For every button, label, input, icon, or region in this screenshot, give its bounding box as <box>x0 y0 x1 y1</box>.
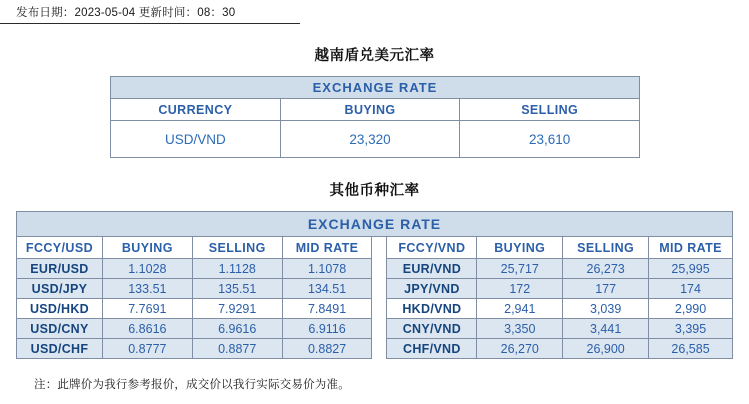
table-row <box>17 319 733 339</box>
table-banner-row <box>111 77 640 99</box>
table-row <box>17 279 733 299</box>
publish-info-text: 发布日期：2023-05-04 更新时间：08：30 <box>16 6 236 19</box>
page-title-usd-rate: 越南盾兑美元汇率 <box>314 48 435 64</box>
cell-right-pair: JPY/VND <box>387 279 477 299</box>
usd-vnd-rate-table <box>110 76 640 158</box>
publish-info-bar <box>0 0 300 24</box>
cell-right-pair: HKD/VND <box>387 299 477 319</box>
table-row <box>17 259 733 279</box>
cell-right-mid: 2,990 <box>649 299 733 319</box>
cell-left-mid: 134.51 <box>282 279 372 299</box>
table-spacer-column <box>372 339 387 359</box>
cell-left-pair: USD/CHF <box>17 339 103 359</box>
cell-right-buying: 26,270 <box>477 339 563 359</box>
cell-left-buying: 0.8777 <box>102 339 192 359</box>
cell-left-pair: EUR/USD <box>17 259 103 279</box>
column-header-right-selling: SELLING <box>563 237 649 259</box>
cell-right-mid: 174 <box>649 279 733 299</box>
cell-left-mid: 1.1078 <box>282 259 372 279</box>
cell-right-buying: 172 <box>477 279 563 299</box>
cell-left-pair: USD/CNY <box>17 319 103 339</box>
cell-right-selling: 3,039 <box>563 299 649 319</box>
cell-left-mid: 6.9116 <box>282 319 372 339</box>
table-spacer-column <box>372 259 387 279</box>
cell-currency-pair: USD/VND <box>111 121 281 158</box>
table-header-row <box>111 99 640 121</box>
cell-right-pair: CHF/VND <box>387 339 477 359</box>
cell-left-selling: 0.8877 <box>192 339 282 359</box>
cell-left-selling: 1.1128 <box>192 259 282 279</box>
cell-left-mid: 0.8827 <box>282 339 372 359</box>
cell-left-buying: 1.1028 <box>102 259 192 279</box>
cell-left-mid: 7.8491 <box>282 299 372 319</box>
column-header-right-buying: BUYING <box>477 237 563 259</box>
table-row <box>17 299 733 319</box>
column-header-selling: SELLING <box>460 99 640 121</box>
cell-right-pair: CNY/VND <box>387 319 477 339</box>
other-currency-rate-table <box>16 211 733 359</box>
cell-buying-rate: 23,320 <box>280 121 460 158</box>
table-row <box>17 339 733 359</box>
table-banner-row <box>17 212 733 237</box>
cell-right-buying: 3,350 <box>477 319 563 339</box>
page-title-other-rates: 其他币种汇率 <box>329 183 420 199</box>
column-header-fccy-vnd: FCCY/VND <box>387 237 477 259</box>
cell-left-selling: 135.51 <box>192 279 282 299</box>
footnote-disclaimer: 注：此牌价为我行参考报价，成交价以我行实际交易价为准。 <box>34 379 350 391</box>
cell-right-mid: 3,395 <box>649 319 733 339</box>
cell-left-buying: 133.51 <box>102 279 192 299</box>
cell-right-buying: 2,941 <box>477 299 563 319</box>
cell-right-selling: 177 <box>563 279 649 299</box>
cell-selling-rate: 23,610 <box>460 121 640 158</box>
table-spacer-column <box>372 279 387 299</box>
cell-right-selling: 3,441 <box>563 319 649 339</box>
table-row <box>111 121 640 158</box>
cell-right-pair: EUR/VND <box>387 259 477 279</box>
cell-right-buying: 25,717 <box>477 259 563 279</box>
other-table-banner: EXCHANGE RATE <box>17 212 733 237</box>
column-header-left-mid-rate: MID RATE <box>282 237 372 259</box>
column-header-left-buying: BUYING <box>102 237 192 259</box>
column-header-currency: CURRENCY <box>111 99 281 121</box>
cell-left-pair: USD/JPY <box>17 279 103 299</box>
table-spacer-column <box>372 319 387 339</box>
cell-right-selling: 26,273 <box>563 259 649 279</box>
cell-left-pair: USD/HKD <box>17 299 103 319</box>
cell-left-selling: 6.9616 <box>192 319 282 339</box>
cell-right-mid: 26,585 <box>649 339 733 359</box>
cell-right-mid: 25,995 <box>649 259 733 279</box>
table-spacer-column <box>372 299 387 319</box>
column-header-left-selling: SELLING <box>192 237 282 259</box>
column-header-buying: BUYING <box>280 99 460 121</box>
column-header-right-mid-rate: MID RATE <box>649 237 733 259</box>
usd-table-banner: EXCHANGE RATE <box>111 77 640 99</box>
table-spacer-column <box>372 237 387 259</box>
cell-left-buying: 7.7691 <box>102 299 192 319</box>
cell-right-selling: 26,900 <box>563 339 649 359</box>
table-header-row <box>17 237 733 259</box>
cell-left-selling: 7.9291 <box>192 299 282 319</box>
column-header-fccy-usd: FCCY/USD <box>17 237 103 259</box>
cell-left-buying: 6.8616 <box>102 319 192 339</box>
